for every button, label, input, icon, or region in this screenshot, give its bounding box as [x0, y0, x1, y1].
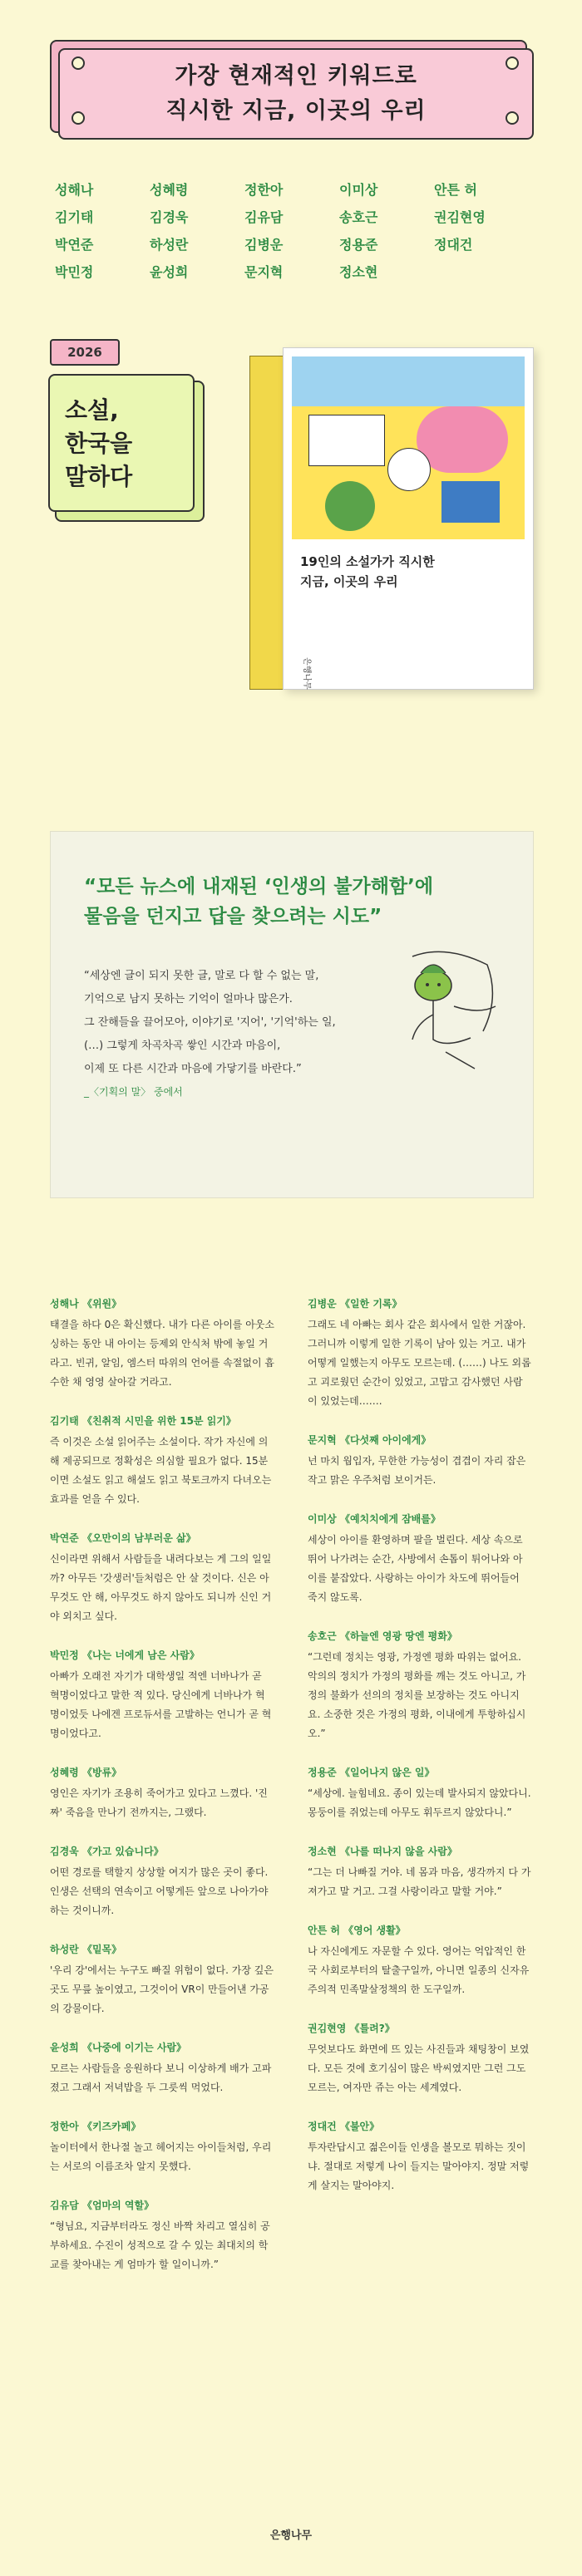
- review-item: [50, 1844, 274, 1920]
- review-author: 김기태 《친취적 시민을 위한 15분 읽기》: [50, 1415, 236, 1427]
- author-name: 정한아: [244, 182, 284, 198]
- review-item: [50, 2198, 274, 2274]
- reviews-right-column: [308, 1296, 532, 2217]
- book-title-line-3: 말하다: [65, 463, 133, 490]
- review-text: 그래도 네 아빠는 회사 같은 회사에서 일한 거잖아. 그러니까 이렇게 일한 기록이 남아 있는 거고. 내가 어떻게 일했는지 아무도 모르는데. (……) 나도 외롭고 괴로웠던 순간이 있었고, 고맙고 감사했던 사람이 있었는데…….: [308, 1319, 531, 1407]
- author-name: 안튼 허: [434, 182, 477, 198]
- review-text: 세상이 아이를 환영하며 팔을 벌린다. 세상 속으로 뛰어 나가려는 순간, 사방에서 손톱이 튀어나와 아이를 붙잡았다. 사랑하는 아이가 차도에 뛰어들어 죽지 않도록.: [308, 1534, 523, 1603]
- review-author: 송호근 《하늘엔 영광 땅엔 평화》: [308, 1630, 457, 1642]
- review-author: 정한아 《키즈카페》: [50, 2121, 141, 2132]
- review-text: “그는 더 나빠질 거야. 네 몸과 마음, 생각까지 다 가져가고 말 거고. 그걸 사랑이라고 말할 거야.”: [308, 1866, 531, 1897]
- review-item: [50, 1648, 274, 1743]
- cover-illustration: [292, 356, 525, 539]
- author-name: 문지혁: [244, 264, 284, 280]
- author-name: 정용준: [339, 237, 378, 253]
- headline-banner: [50, 40, 532, 138]
- review-text: “형님요, 지금부터라도 정신 바짝 차리고 열심히 공부하세요. 수진이 성적으로 갈 수 있는 최대치의 학교를 찾아내는 게 엄마가 할 일이니까.”: [50, 2220, 270, 2270]
- quote-headline-line-1: “모든 뉴스에 내재된 ‘인생의 불가해함’에: [84, 876, 434, 897]
- quote-body: [84, 965, 383, 1081]
- book-front-cover: [283, 347, 534, 690]
- review-text: 넌 마치 웜입자, 무한한 가능성이 겹겹이 자리 잡은 작고 맑은 우주처럼 보이거든.: [308, 1455, 526, 1486]
- author-name: 김경욱: [150, 209, 189, 225]
- review-item: [308, 1296, 532, 1411]
- book-spine: [249, 356, 284, 690]
- cover-subtitle-line-2: 지금, 이곳의 우리: [300, 574, 398, 589]
- review-author: 김병운 《일한 기록》: [308, 1298, 402, 1310]
- quote-line: (…) 그렇게 차곡차곡 쌓인 시간과 마음이,: [84, 1040, 281, 1052]
- publisher-logo: 은행나무: [269, 2529, 313, 2542]
- author-name: 성해나: [55, 182, 94, 198]
- review-author: 정용준 《일어나지 않은 일》: [308, 1767, 435, 1778]
- book-title-card: [48, 374, 201, 519]
- review-author: 박민정 《나는 너에게 남은 사람》: [50, 1649, 200, 1661]
- review-text: 모르는 사람들을 응원하다 보니 이상하게 배가 고파졌고 그래서 저녁밥을 두 그릇씩 먹었다.: [50, 2062, 272, 2093]
- quote-source: _〈기획의 말〉 중에서: [84, 1086, 183, 1098]
- review-author: 하성란 《밑목》: [50, 1944, 122, 1955]
- review-text: 영인은 자기가 조용히 죽어가고 있다고 느꼈다. '진짜' 죽음을 만나기 전까지는, 그랬다.: [50, 1787, 268, 1818]
- punch-hole-icon: [506, 57, 519, 70]
- review-author: 문지혁 《다섯째 아이에게》: [308, 1434, 432, 1446]
- review-author: 성혜령 《방류》: [50, 1767, 122, 1778]
- cover-subtitle-line-1: 19인의 소설가가 직시한: [300, 554, 435, 569]
- quote-line: 기억으로 남지 못하는 기억이 얼마나 많은가.: [84, 993, 293, 1005]
- cover-subtitle: [300, 552, 435, 592]
- author-name: 정대건: [434, 237, 473, 253]
- review-author: 권김현영 《틀려?》: [308, 2023, 395, 2034]
- review-author: 정대건 《불안》: [308, 2121, 380, 2132]
- author-list: [55, 179, 529, 281]
- review-item: [308, 2119, 532, 2195]
- review-item: [308, 2021, 532, 2097]
- review-text: 신이라면 위해서 사람들을 내려다보는 게 그의 일일까? 아무든 '갓생러'들처럼은 안 살 것이다. 신은 아무것도 안 해, 아무것도 하지 않아도 되니까 신인 거야 외치고 싶다.: [50, 1553, 272, 1622]
- review-author: 김경욱 《가고 있습니다》: [50, 1846, 164, 1857]
- banner-line-1: 가장 현재적인 키워드로: [175, 63, 417, 89]
- review-author: 윤성희 《나중에 이기는 사람》: [50, 2042, 187, 2053]
- review-item: [308, 1629, 532, 1743]
- author-name: 박연준: [55, 237, 94, 253]
- book-cover-image: [249, 339, 549, 696]
- author-name: 권김현영: [434, 209, 486, 225]
- review-item: [308, 1844, 532, 1901]
- quote-line: 그 잔해들을 끌어모아, 이야기로 '지어', '기억'하는 일,: [84, 1016, 336, 1029]
- punch-hole-icon: [72, 111, 85, 125]
- review-item: [50, 1531, 274, 1626]
- review-text: '우리 강'에서는 누구도 빠질 위험이 없다. 가장 깊은 곳도 무릎 높이였고, 그것이어 VR이 만들어낸 가공의 강물이다.: [50, 1964, 274, 2014]
- review-item: [50, 1942, 274, 2018]
- punch-hole-icon: [506, 111, 519, 125]
- quote-line: 이제 또 다른 시간과 마음에 가닿기를 바란다.”: [84, 1063, 302, 1075]
- review-text: 투자란답시고 젊은이들 인생을 볼모로 뭐하는 짓이냐. 절대로 저렇게 나이 들지는 말아야지. 정말 저렇게 살지는 말아야지.: [308, 2141, 530, 2191]
- title-card-face: [48, 374, 195, 512]
- author-name: 성혜령: [150, 182, 189, 198]
- review-text: 즉 이것은 소설 읽어주는 소설이다. 작가 자신에 의해 제공되므로 정확성은 의심할 필요가 없다. 15분이면 소설도 읽고 해설도 읽고 북토크까지 다녀오는 효과를 얻을 수 있다.: [50, 1436, 272, 1505]
- review-text: 태결을 하다 0은 확신했다. 내가 다른 아이를 아웃소싱하는 동안 내 아이는 등제외 안식처 밖에 놓일 거라고. 빈귀, 알임, 엠스터 따위의 언어를 속절없이 흡수한 채 영영 살아갈 거라고.: [50, 1319, 274, 1388]
- review-text: 무엇보다도 화면에 뜨 있는 사진들과 채팅창이 보였다. 모든 것에 호기심이 많은 박씨였지만 그런 그도 모르는, 여자만 쥬는 아는 세계였다.: [308, 2043, 530, 2093]
- quote-section: [50, 831, 534, 1198]
- review-item: [308, 1765, 532, 1822]
- year-badge: 2026: [50, 339, 120, 366]
- author-name: 김기태: [55, 209, 94, 225]
- review-author: 정소현 《나를 떠나지 않을 사람》: [308, 1846, 457, 1857]
- review-text: “그런데 정치는 영광, 가정엔 평화 따위는 없어요. 악의의 정치가 가정의 평화를 깨는 것도 아니고, 가정의 불화가 선의의 정치를 보장하는 것도 아니지요. 소중한 것은 가정의 평화, 이내에게 투항하십시오.”: [308, 1651, 526, 1739]
- review-item: [50, 2119, 274, 2176]
- quote-line: “세상엔 글이 되지 못한 글, 말로 다 할 수 없는 말,: [84, 970, 319, 982]
- review-text: 나 자신에게도 자문할 수 있다. 영어는 억압적인 한국 사회로부터의 탈출구일까, 아니면 일종의 신자유주의적 민족말살정책의 한 도구일까.: [308, 1945, 530, 1995]
- review-author: 박연준 《오만이의 남부러운 삶》: [50, 1532, 196, 1544]
- banner-card: [58, 48, 534, 140]
- author-name: 정소현: [339, 264, 378, 280]
- review-author: 이미상 《예치치에게 잠배를》: [308, 1513, 441, 1525]
- banner-line-2: 직시한 지금, 이곳의 우리: [165, 98, 427, 124]
- review-item: [50, 1765, 274, 1822]
- author-name: 윤성희: [150, 264, 189, 280]
- review-author: 김유담 《엄마의 역할》: [50, 2200, 155, 2211]
- review-text: 놀이터에서 한나절 놀고 헤어지는 아이들처럼, 우리는 서로의 이름조차 알지 못했다.: [50, 2141, 272, 2172]
- cover-publisher: 은행나무: [301, 657, 311, 690]
- review-text: 어떤 경로를 택할지 상상할 여지가 많은 곳이 좋다. 인생은 선택의 연속이고 어떻게든 앞으로 나아가야 하는 것이니까.: [50, 1866, 269, 1916]
- author-name: 김유담: [244, 209, 284, 225]
- review-author: 안튼 허 《영어 생활》: [308, 1925, 406, 1936]
- review-item: [50, 1296, 274, 1392]
- reviews-left-column: [50, 1296, 274, 2296]
- review-item: [308, 1923, 532, 1999]
- review-item: [308, 1512, 532, 1607]
- book-title-line-2: 한국을: [65, 430, 133, 457]
- author-name: 이미상: [339, 182, 378, 198]
- review-text: “세상에. 늘힘네요. 종이 있는데 발사되지 않았다니. 몽둥이를 쥐었는데 아무도 휘두르지 않았다니.”: [308, 1787, 531, 1818]
- review-item: [50, 2040, 274, 2097]
- author-name: 송호근: [339, 209, 378, 225]
- author-name: 박민정: [55, 264, 94, 280]
- author-name: 하성란: [150, 237, 189, 253]
- review-author: 성해나 《위원》: [50, 1298, 122, 1310]
- plant-character-icon: [396, 948, 504, 1081]
- book-title-line-1: 소설,: [65, 396, 119, 424]
- author-name: 김병운: [244, 237, 284, 253]
- punch-hole-icon: [72, 57, 85, 70]
- quote-headline-line-2: 물음을 던지고 답을 찾으려는 시도”: [84, 906, 382, 927]
- quote-headline: [84, 872, 508, 932]
- review-text: 아빠가 오래전 자기가 대학생일 적엔 너바나가 곧 혁명이었다고 말한 적 있다. 당신에게 너바나가 혁명이었듯 나에겐 프로듀서를 고발하는 언니가 곧 혁명이었다고.: [50, 1670, 272, 1739]
- review-item: [308, 1433, 532, 1490]
- review-item: [50, 1413, 274, 1509]
